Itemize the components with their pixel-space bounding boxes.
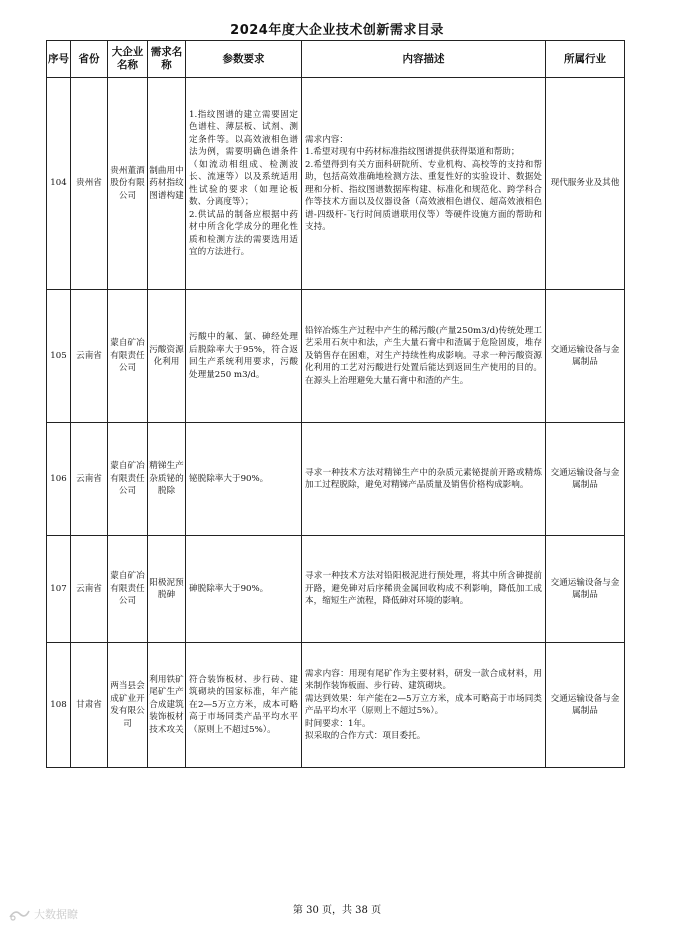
header-industry: 所属行业: [546, 41, 625, 78]
row-params: 符合装饰板材、步行砖、建筑砌块的国家标准，年产能在2—5万立方米，成本可略高于市场同类产品平均水平（原则上不超过5%）。: [186, 643, 302, 768]
row-industry: 交通运输设备与金属制品: [546, 423, 625, 536]
table-row: [47, 536, 625, 643]
row-params: 1.指纹图谱的建立需要固定色谱柱、薄层板、试剂、测定条件等。以高效液相色谱法为例，需要明确色谱条件（如流动相组成、检测波长、流速等）以及系统适用性试验的要求（如理论板数、分离度等）； 2.供试品的制备应根据中药材中所含化学成分的理化性质和检测方法的需要选用适宜的方法进行。: [186, 78, 302, 290]
watermark-icon: [8, 907, 30, 921]
table-row: [47, 78, 625, 290]
row-province: 贵州省: [71, 78, 108, 290]
row-description: 寻求一种技术方法对铅阳极泥进行预处理，将其中所含砷提前开路，避免砷对后序稀贵金属回收构成不利影响，降低加工成本，缩短生产流程，降低砷对环境的影响。: [302, 536, 546, 643]
row-company: 蒙自矿冶有限责任公司: [108, 536, 148, 643]
row-company: 蒙自矿冶有限责任公司: [108, 290, 148, 423]
row-index: 106: [47, 423, 71, 536]
row-index: 104: [47, 78, 71, 290]
row-params: 铋脱除率大于90%。: [186, 423, 302, 536]
watermark-logo: [8, 906, 78, 922]
row-industry: 交通运输设备与金属制品: [546, 643, 625, 768]
table-header-row: [47, 41, 625, 78]
row-demand-name: 利用铁矿尾矿生产合成建筑装饰板材技术攻关: [148, 643, 186, 768]
row-params: 污酸中的氟、氯、砷经处理后脱除率大于95%，符合返回生产系统利用要求，污酸处理量250 m3/d。: [186, 290, 302, 423]
row-index: 105: [47, 290, 71, 423]
demand-table: [46, 40, 625, 768]
row-province: 云南省: [71, 290, 108, 423]
row-index: 108: [47, 643, 71, 768]
row-description: 铅锌冶炼生产过程中产生的稀污酸(产量250m3/d)传统处理工艺采用石灰中和法，产生大量石膏中和渣属于危险固废，堆存及销售存在困难，对生产持续性构成影响。寻求一种污酸资源化利用的工艺对污酸进行处置后能达到返回生产使用的目的。在源头上治理避免大量石膏中和渣的产生。: [302, 290, 546, 423]
row-description: 寻求一种技术方法对精锑生产中的杂质元素铋提前开路或精炼加工过程脱除，避免对精锑产品质量及销售价格构成影响。: [302, 423, 546, 536]
row-params: 砷脱除率大于90%。: [186, 536, 302, 643]
row-demand-name: 污酸资源化利用: [148, 290, 186, 423]
row-index: 107: [47, 536, 71, 643]
document-title: 2024年度大企业技术创新需求目录: [230, 23, 444, 38]
table-row: [47, 290, 625, 423]
table-row: [47, 423, 625, 536]
row-company: 蒙自矿冶有限责任公司: [108, 423, 148, 536]
row-demand-name: 制曲用中药材指纹图谱构建: [148, 78, 186, 290]
header-province: 省份: [71, 41, 108, 78]
header-demand-name: 需求名称: [148, 41, 186, 78]
row-province: 云南省: [71, 423, 108, 536]
header-company: 大企业名称: [108, 41, 148, 78]
header-index: 序号: [47, 41, 71, 78]
watermark-text: 大数据瞭: [34, 908, 78, 921]
row-province: 云南省: [71, 536, 108, 643]
row-industry: 现代服务业及其他: [546, 78, 625, 290]
header-params: 参数要求: [186, 41, 302, 78]
header-description: 内容描述: [302, 41, 546, 78]
row-description: 需求内容：用现有尾矿作为主要材料，研发一款合成材料，用来制作装饰板面、步行砖、建筑砌块。 需达到效果：年产能在2—5万立方米，成本可略高于市场同类产品平均水平（原则上不超过5%）。 时间要求：1年。 拟采取的合作方式：项目委托。: [302, 643, 546, 768]
row-province: 甘肃省: [71, 643, 108, 768]
row-company: 贵州董酒股份有限公司: [108, 78, 148, 290]
row-demand-name: 阳极泥预脱砷: [148, 536, 186, 643]
table-row: [47, 643, 625, 768]
row-industry: 交通运输设备与金属制品: [546, 536, 625, 643]
page-footer: 第 30 页，共 38 页: [292, 905, 382, 916]
row-company: 两当县会成矿业开发有限公司: [108, 643, 148, 768]
row-industry: 交通运输设备与金属制品: [546, 290, 625, 423]
row-demand-name: 精锑生产杂质铋的脱除: [148, 423, 186, 536]
row-description: 需求内容： 1.希望对现有中药材标准指纹图谱提供获得渠道和帮助； 2.希望得到有关方面科研院所、专业机构、高校等的支持和帮助，包括高效准确地检测方法、重复性好的实验设计、数据处理和分析、指纹图谱数据库构建、标准化和规范化、跨学科合作等技术方面以及仪器设备（高效液相色谱仪、超高效液相色谱-四级杆-飞行时间质谱联用仪等）等硬件设施方面的帮助和支持。: [302, 78, 546, 290]
